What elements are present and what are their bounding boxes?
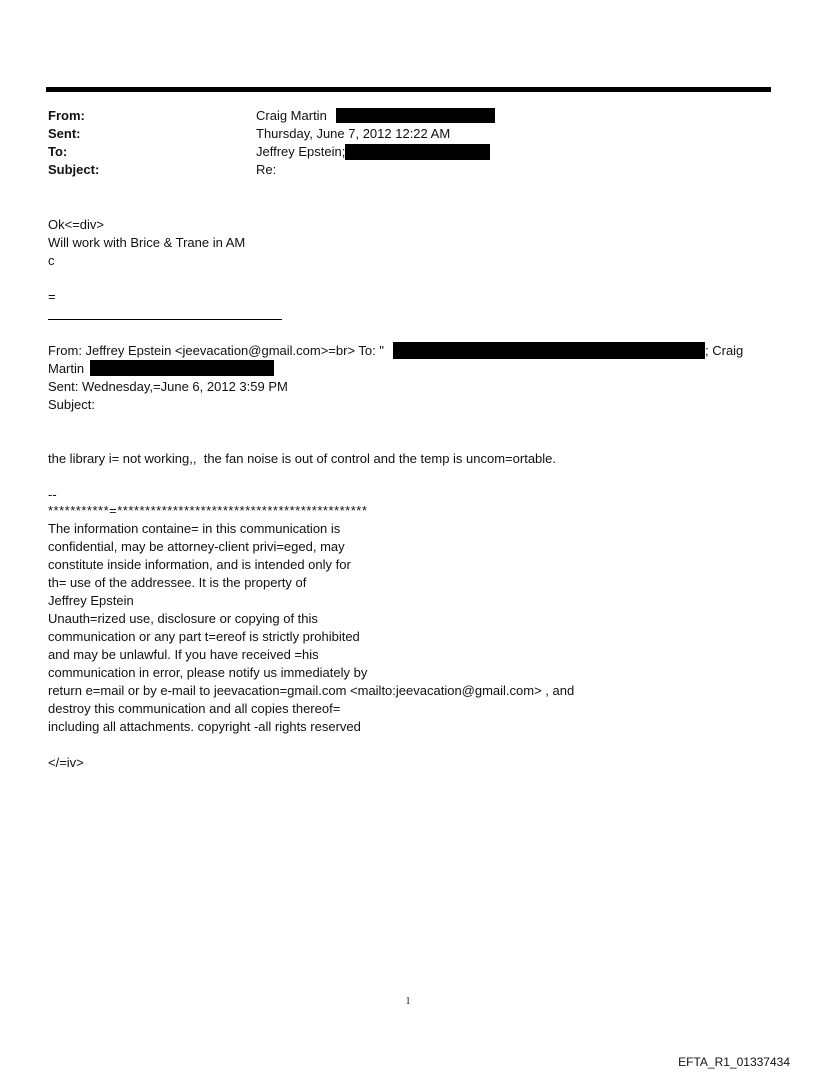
footer-line: destroy this communication and all copies thereof= xyxy=(48,701,341,716)
quoted-from-line-tail: ; Craig xyxy=(705,343,744,358)
redaction-box xyxy=(90,360,274,376)
redaction-box xyxy=(345,144,490,160)
subject-label: Subject: xyxy=(48,162,100,177)
subject-value: Re: xyxy=(256,162,277,177)
footer-line: The information containe= in this communication is xyxy=(48,521,341,536)
to-label: To: xyxy=(48,144,68,159)
footer-line: communication or any part t=ereof is strictly prohibited xyxy=(48,629,360,644)
from-label: From: xyxy=(48,108,85,123)
top-rule xyxy=(46,87,771,92)
quoted-from-line-cont: Martin xyxy=(48,361,85,376)
redaction-box xyxy=(336,108,495,123)
bates-number: EFTA_R1_01337434 xyxy=(678,1055,790,1069)
reply-line: Will work with Brice & Trane in AM xyxy=(48,235,246,250)
sent-value: Thursday, June 7, 2012 12:22 AM xyxy=(256,126,451,141)
reply-line: c xyxy=(48,253,55,268)
footer-line: th= use of the addressee. It is the property of xyxy=(48,575,307,590)
quoted-subject-line: Subject: xyxy=(48,397,95,412)
footer-line: </=iv> xyxy=(48,755,84,770)
from-value: Craig Martin xyxy=(256,108,327,123)
quoted-from-line: From: Jeffrey Epstein <jeevacation@gmail.com>=br> To: " xyxy=(48,343,384,358)
to-value: Jeffrey Epstein; xyxy=(256,144,346,159)
reply-line: = xyxy=(48,289,56,304)
footer-line: communication in error, please notify us immediately by xyxy=(48,665,368,680)
footer-line: Jeffrey Epstein xyxy=(48,593,134,608)
footer-line: including all attachments. copyright -all rights reserved xyxy=(48,719,361,734)
footer-line: confidential, may be attorney-client privi=eged, may xyxy=(48,539,345,554)
footer-line: -- xyxy=(48,487,57,502)
footer-line: return e=mail or by e-mail to jeevacation=gmail.com <mailto:jeevacation@gmail.com> , and xyxy=(48,683,575,698)
footer-line: constitute inside information, and is intended only for xyxy=(48,557,351,572)
redaction-box xyxy=(393,342,705,359)
quote-divider xyxy=(48,319,282,320)
footer-line: and may be unlawful. If you have received =his xyxy=(48,647,319,662)
sent-label: Sent: xyxy=(48,126,81,141)
footer-line: Unauth=rized use, disclosure or copying of this xyxy=(48,611,318,626)
footer-line: ***********=********************************************* xyxy=(48,503,368,518)
quoted-message: the library i= not working,, the fan noise is out of control and the temp is uncom=ortable. xyxy=(48,451,557,466)
quoted-sent-line: Sent: Wednesday,=June 6, 2012 3:59 PM xyxy=(48,379,288,394)
reply-line: Ok<=div> xyxy=(48,217,105,232)
page-number: 1 xyxy=(405,996,411,1007)
